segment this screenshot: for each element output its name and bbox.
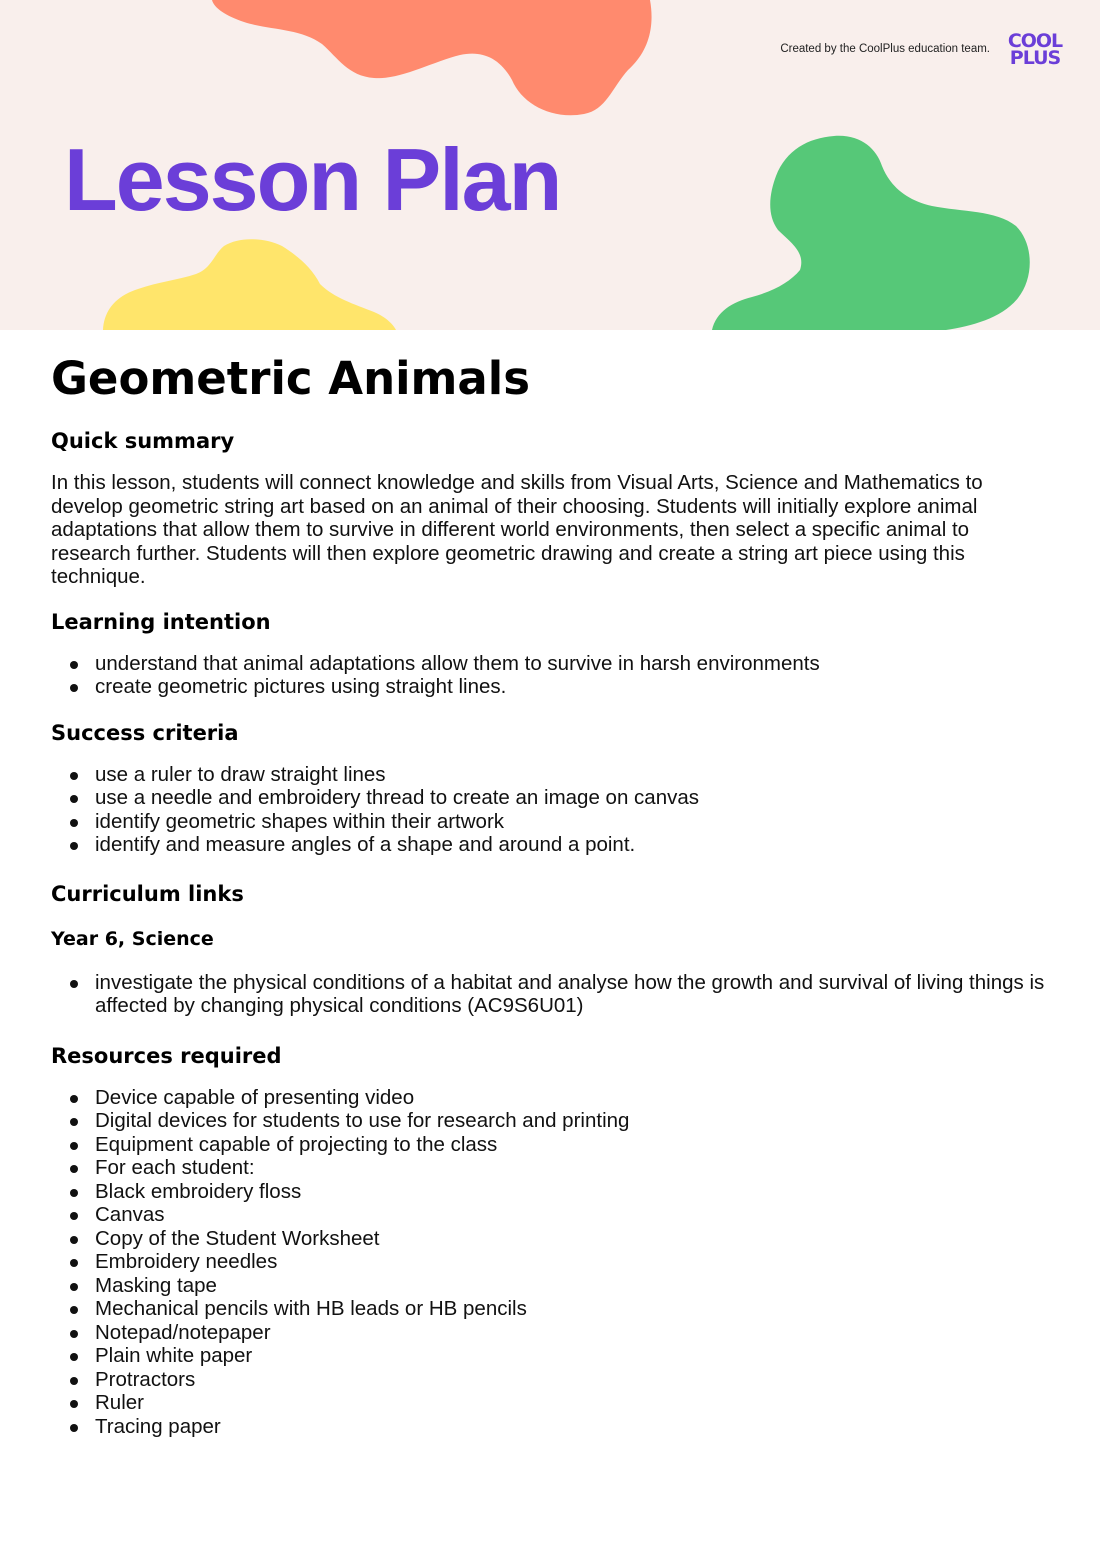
list-item: Masking tape bbox=[51, 1274, 1051, 1298]
success-criteria-list bbox=[51, 763, 1051, 857]
quick-summary-heading: Quick summary bbox=[51, 429, 235, 453]
list-item: Canvas bbox=[51, 1203, 1051, 1227]
curriculum-links-section bbox=[51, 880, 1051, 1018]
list-item: Notepad/notepaper bbox=[51, 1321, 1051, 1345]
learning-intention-section bbox=[51, 608, 1051, 699]
success-criteria-section bbox=[51, 719, 1051, 857]
success-criteria-heading: Success criteria bbox=[51, 720, 239, 745]
quick-summary-section bbox=[51, 427, 1051, 589]
coral-blob bbox=[212, 0, 652, 115]
logo-line-cool: COOL bbox=[1007, 30, 1063, 52]
list-item: Mechanical pencils with HB leads or HB pencils bbox=[51, 1297, 1051, 1321]
list-item: Ruler bbox=[51, 1391, 1051, 1415]
list-item: understand that animal adaptations allow them to survive in harsh environments bbox=[51, 652, 1051, 676]
resources-section bbox=[51, 1042, 1051, 1439]
resources-heading: Resources required bbox=[51, 1043, 282, 1068]
list-item: Tracing paper bbox=[51, 1415, 1051, 1439]
list-item: use a ruler to draw straight lines bbox=[51, 763, 1051, 787]
list-item: Equipment capable of projecting to the class bbox=[51, 1133, 1051, 1157]
list-item: Black embroidery floss bbox=[51, 1180, 1051, 1204]
list-item: Copy of the Student Worksheet bbox=[51, 1227, 1051, 1251]
green-blob bbox=[712, 136, 1030, 330]
list-item: investigate the physical conditions of a habitat and analyse how the growth and survival of living things is affected by changing physical conditions (AC9S6U01) bbox=[51, 971, 1051, 1018]
curriculum-links-list bbox=[51, 971, 1051, 1018]
logo-line-plus: PLUS bbox=[1009, 47, 1061, 69]
document-title: Geometric Animals bbox=[51, 352, 531, 405]
curriculum-links-subheading: Year 6, Science bbox=[51, 927, 214, 950]
header-banner bbox=[0, 0, 1100, 330]
learning-intention-heading: Learning intention bbox=[51, 609, 271, 634]
list-item: use a needle and embroidery thread to create an image on canvas bbox=[51, 786, 1051, 810]
list-item: identify geometric shapes within their artwork bbox=[51, 810, 1051, 834]
learning-intention-list bbox=[51, 652, 1051, 699]
list-item: Embroidery needles bbox=[51, 1250, 1051, 1274]
document-content bbox=[51, 346, 1051, 1438]
coolplus-logo bbox=[1002, 30, 1068, 69]
curriculum-links-heading: Curriculum links bbox=[51, 881, 244, 906]
list-item: Plain white paper bbox=[51, 1344, 1051, 1368]
list-item: Device capable of presenting video bbox=[51, 1086, 1051, 1110]
yellow-blob bbox=[103, 239, 396, 330]
list-item: create geometric pictures using straight lines. bbox=[51, 675, 1051, 699]
quick-summary-text: In this lesson, students will connect knowledge and skills from Visual Arts, Science and Mathematics to develop geometric string art based on an animal of their choosing. Students will initially explore animal adaptations that allow them to survive in different world environments, then select a specific animal to research further. Students will then explore geometric drawing and create a string art piece using this technique. bbox=[51, 471, 983, 588]
list-item: Protractors bbox=[51, 1368, 1051, 1392]
resources-list bbox=[51, 1086, 1051, 1439]
header-title: Lesson Plan bbox=[64, 130, 561, 229]
list-item: For each student: bbox=[51, 1156, 1051, 1180]
list-item: Digital devices for students to use for research and printing bbox=[51, 1109, 1051, 1133]
credit-text: Created by the CoolPlus education team. bbox=[780, 43, 990, 55]
list-item: identify and measure angles of a shape and around a point. bbox=[51, 833, 1051, 857]
